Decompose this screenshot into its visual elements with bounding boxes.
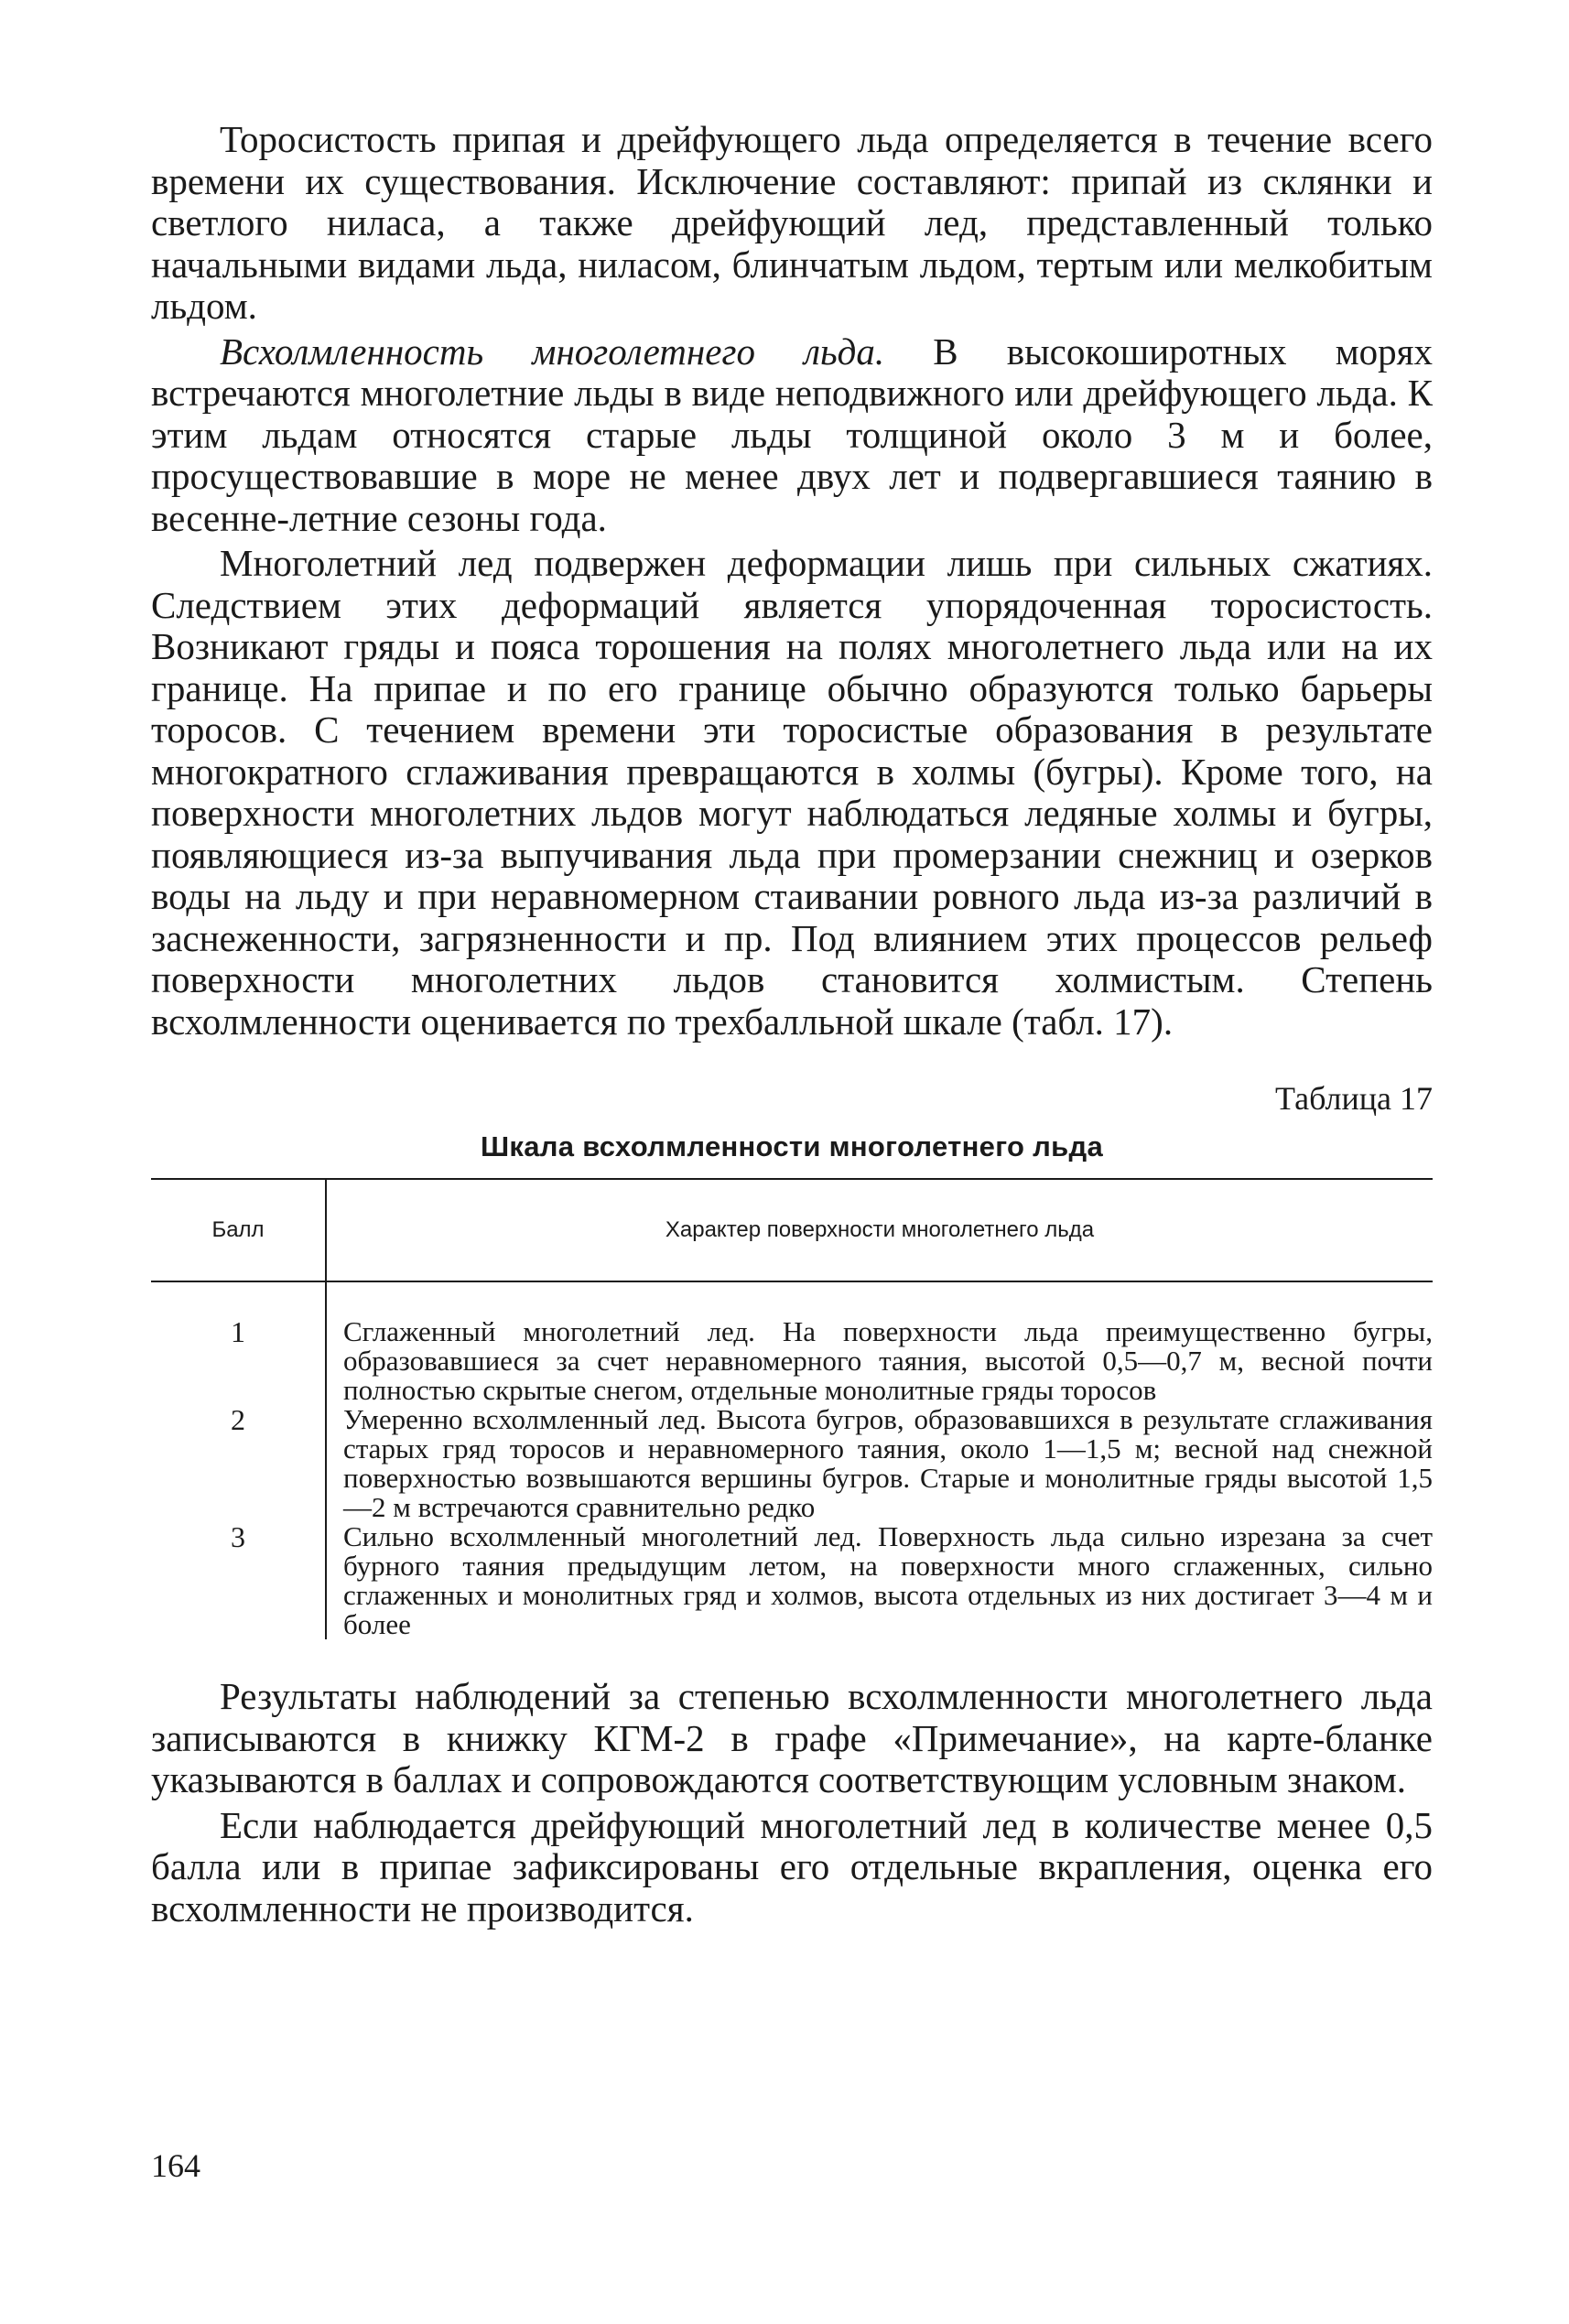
table-number: Таблица 17 <box>1275 1080 1433 1117</box>
paragraph-recording: Результаты наблюдений за степенью всхолмленности многолетнего льда записываются в книжку КГМ-2 в графе «Примечание», на карте-бланке указываются в баллах и сопровождаются соответствующим условным знаком. <box>151 1675 1433 1800</box>
table-row <box>151 1281 1433 1405</box>
paragraph-multiyear-hummocking-text: В высокоширотных морях встречаются многолетние льды в виде неподвижного или дрейфующего льда. К этим льдам относятся старые льды толщиной около 3 м и более, просуществовавшие в море не менее двух лет и подвергавшиеся таянию в весенне-летние сезоны года. <box>151 330 1433 539</box>
row-score: 1 <box>151 1281 326 1405</box>
header-score: Балл <box>151 1179 326 1281</box>
paragraph-deformation: Многолетний лед подвержен деформации лишь при сильных сжатиях. Следствием этих деформаций является упорядоченная торосистость. Возникают гряды и пояса торошения на полях многолетнего льда или на их границе. На припае и по его границе обычно образуются только барьеры торосов. С течением времени эти торосистые образования в результате многократного сглаживания превращаются в холмы (бугры). Кроме того, на поверхности многолетних льдов могут наблюдаться ледяные холмы и бугры, появляющиеся из-за выпучивания льда при промерзании снежниц и озерков воды на льду и при неравномерном стаивании ровного льда из-за различий в заснеженности, загрязненности и пр. Под влиянием этих процессов рельеф поверхности многолетних льдов становится холмистым. Степень всхолмленности оценивается по трехбалльной шкале (табл. 17). <box>151 542 1433 1043</box>
table-header-row <box>151 1179 1433 1281</box>
row-score: 2 <box>151 1405 326 1522</box>
section-heading-italic: Всхолмленность многолетнего льда. <box>220 330 885 373</box>
header-description: Характер поверхности многолетнего льда <box>326 1179 1433 1281</box>
row-description: Сглаженный многолетний лед. На поверхности льда преимущественно бугры, образовавшиеся за счет неравномерного таяния, высотой 0,5—0,7 м, весной почти полностью скрытые снегом, отдельные монолитные гряды торосов <box>343 1315 1433 1406</box>
table-row <box>151 1405 1433 1522</box>
paragraph-multiyear-hummocking <box>151 331 1433 540</box>
table-row <box>151 1522 1433 1639</box>
table-title: Шкала всхолмленности многолетнего льда <box>480 1130 1104 1162</box>
row-description: Умеренно всхолмленный лед. Высота бугров, образовавшихся в результате сглаживания старых гряд торосов и неравномерного таяния, около 1—1,5 м; весной над снежной поверхностью возвышаются вершины бугров. Старые и монолитные гряды высотой 1,5—2 м встречаются сравнительно редко <box>343 1403 1433 1523</box>
row-score: 3 <box>151 1522 326 1639</box>
page-body <box>151 119 1433 1929</box>
page-number: 164 <box>151 2147 200 2184</box>
row-description: Сильно всхолмленный многолетний лед. Поверхность льда сильно изрезана за счет бурного таяния предыдущим летом, на поверхности много сглаженных, сильно сглаженных и монолитных гряд и холмов, высота отдельных из них достигает 3—4 м и более <box>343 1520 1433 1640</box>
hummocking-scale-table <box>151 1178 1433 1639</box>
paragraph-exception: Если наблюдается дрейфующий многолетний лед в количестве менее 0,5 балла или в припае зафиксированы его отдельные вкрапления, оценка его всхолмленности не производится. <box>151 1803 1433 1929</box>
paragraph-ridging-definition: Торосистость припая и дрейфующего льда определяется в течение всего времени их существования. Исключение составляют: припай из склянки и светлого ниласа, а также дрейфующий лед, представленный только начальными видами льда, ниласом, блинчатым льдом, тертым или мелкобитым льдом. <box>151 118 1433 327</box>
